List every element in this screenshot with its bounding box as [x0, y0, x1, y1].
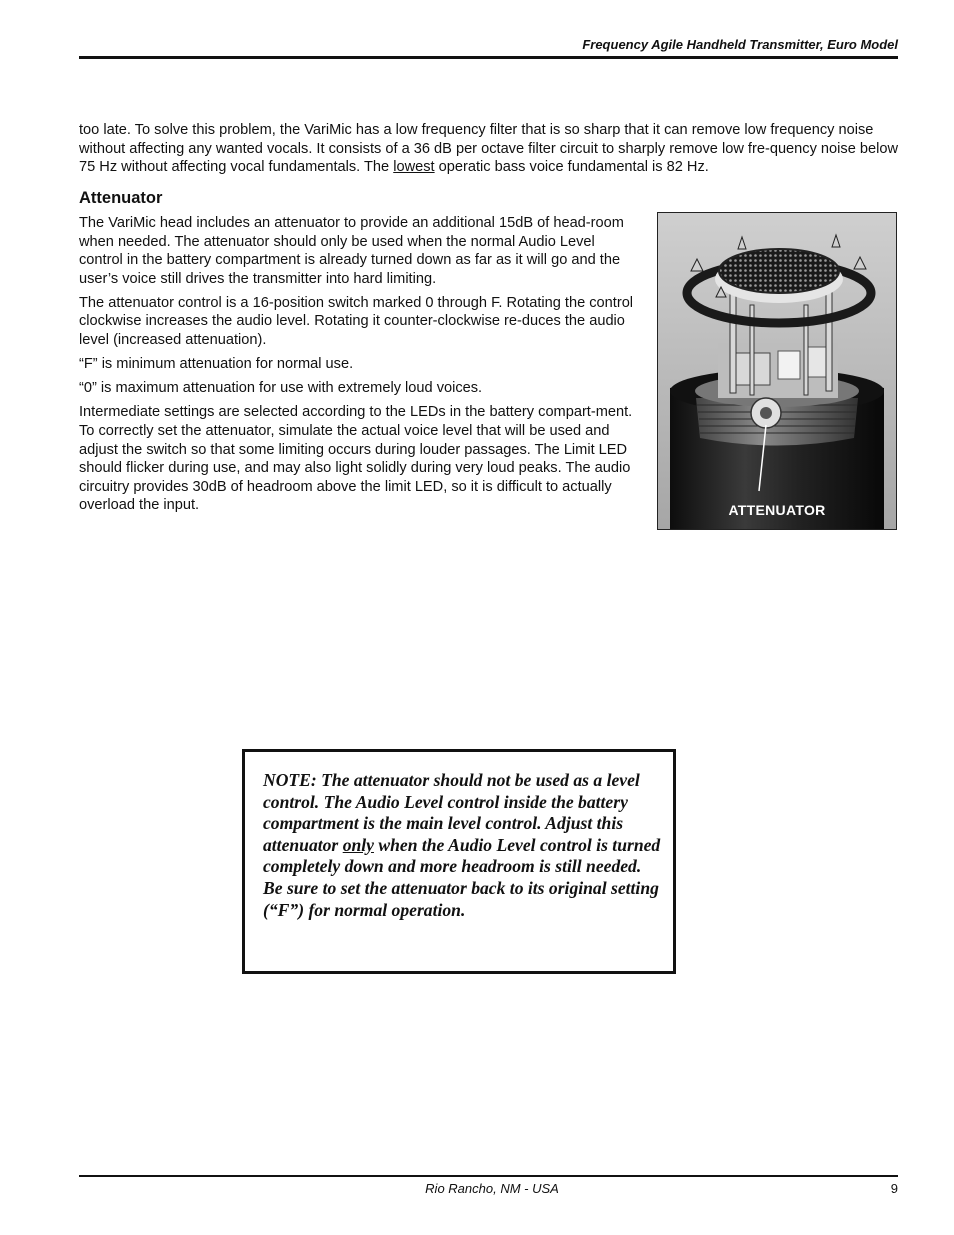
- intro-text-start: too late. To solve this problem, the VariMic has a low frequency filter that is so sharp that it can remove low frequency noise without affecting any wanted vocals. It consists of a 36 dB per octave filter circuit to sharply remove low fre-quency noise below 75 Hz without affecting vocal fundamentals. The: [79, 122, 899, 176]
- note-underlined-word: only: [342, 834, 374, 855]
- header-rule: [79, 56, 898, 59]
- section-body: [79, 214, 641, 520]
- paragraph-intermediate-settings: Intermediate settings are selected according to the LEDs in the battery compart-ment. To correctly set the attenuator, simulate the actual voice level that will be used and adjust the switch so that some limiting occurs during louder passages. The Limit LED should flicker during use, and may also light solidly during very loud peaks. The audio circuitry provides 30dB of headroom above the limit LED, so it is difficult to actually overload the input.: [79, 404, 633, 514]
- paragraph-attenuator-intro: The VariMic head includes an attenuator to provide an additional 15dB of head-room when needed. The attenuator should only be used when the normal Audio Level control in the battery compartment is already turned down as far as it will go and the user’s voice still drives the transmitter into hard limiting.: [79, 215, 624, 287]
- paragraph-setting-f: “F” is minimum attenuation for normal use.: [79, 356, 354, 373]
- page-number: 9: [890, 1181, 898, 1196]
- note-text-end: when the Audio Level control is turned completely down and more headroom is still needed. Be sure to set the attenuator back to its original setting (“F”) for normal operation.: [263, 834, 661, 920]
- footer-rule: [79, 1175, 898, 1177]
- intro-underlined-word: lowest: [393, 159, 435, 176]
- section-heading: Attenuator: [79, 189, 163, 207]
- paragraph-switch-description: The attenuator control is a 16-position switch marked 0 through F. Rotating the control clockwise increases the audio level. Rotating it counter-clockwise re-duces the audio level (increased attenuation).: [79, 294, 634, 349]
- note-text: [263, 770, 663, 921]
- microphone-head-photo: [658, 213, 896, 529]
- attenuator-label: ATTENUATOR: [728, 502, 826, 518]
- paragraph-setting-0: “0” is maximum attenuation for use with extremely loud voices.: [79, 380, 483, 397]
- attenuator-photo-figure: [657, 212, 897, 530]
- note-text-start: NOTE: The attenuator should not be used as a level control. The Audio Level control inside the battery compartment is the main level control. Adjust this attenuator: [263, 770, 640, 855]
- intro-paragraph: [79, 121, 898, 177]
- running-header: Frequency Agile Handheld Transmitter, Euro Model: [582, 37, 898, 52]
- note-box: [242, 749, 676, 974]
- footer-location: Rio Rancho, NM - USA: [425, 1181, 559, 1196]
- intro-text-end: operatic bass voice fundamental is 82 Hz.: [434, 159, 709, 176]
